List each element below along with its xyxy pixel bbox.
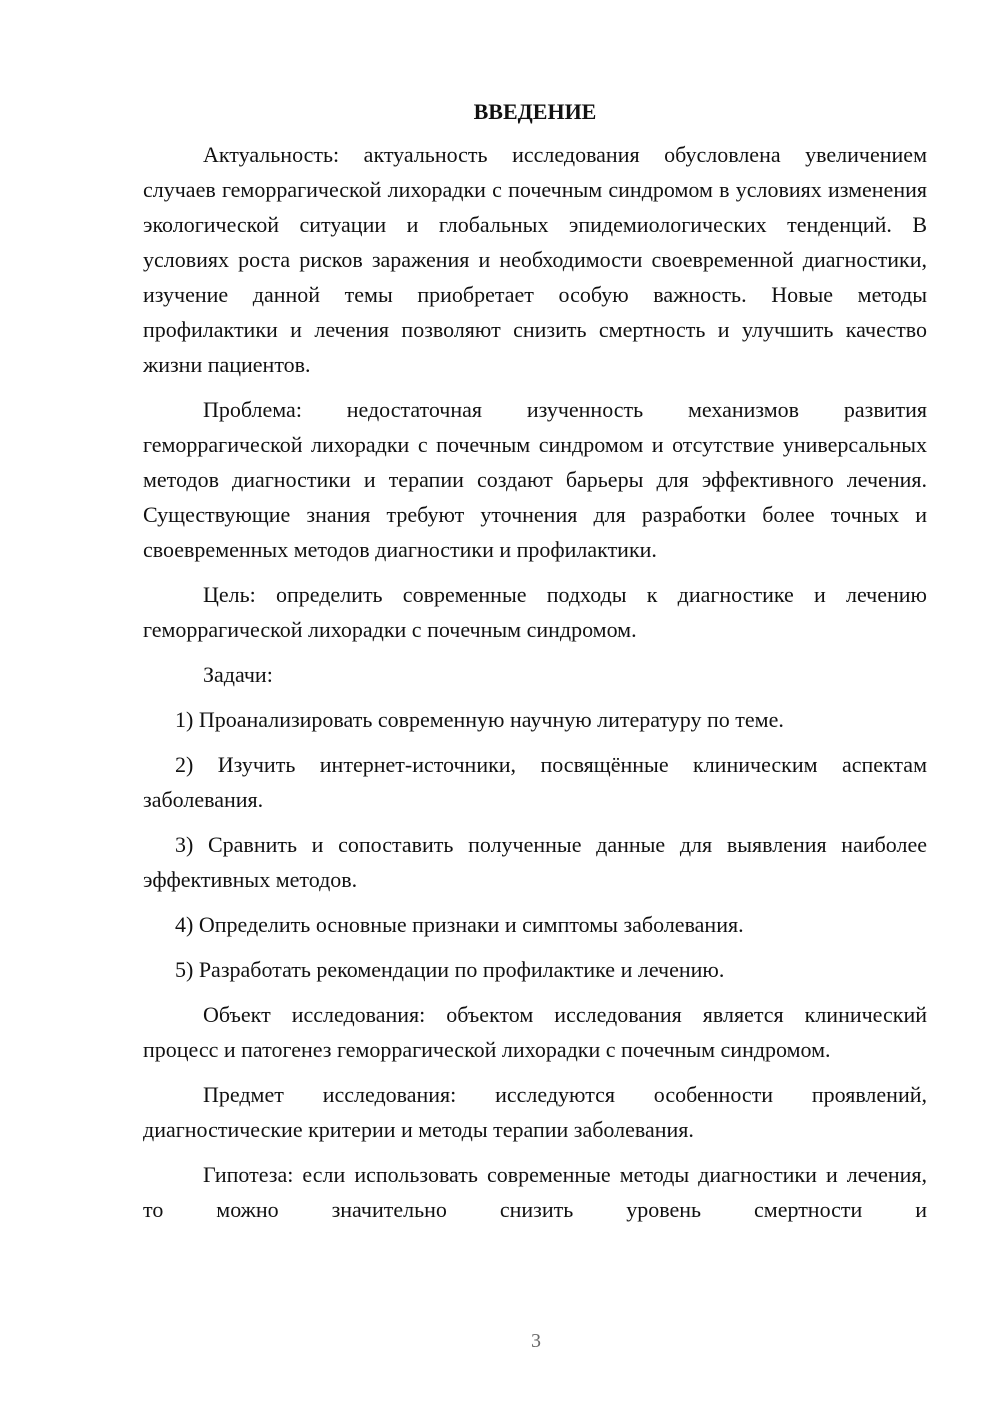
task-item-3: 3) Сравнить и сопоставить полученные данные для выявления наиболее эффективных методов. [143, 832, 927, 892]
paragraph-hypothesis: Гипотеза: если использовать современные методы диагностики и лечения, то можно значительно снизить уровень смертности и [143, 1162, 927, 1222]
task-item-2: 2) Изучить интернет-источники, посвящённые клиническим аспектам заболевания. [143, 752, 927, 812]
paragraph-subject: Предмет исследования: исследуются особенности проявлений, диагностические критерии и методы терапии заболевания. [143, 1082, 927, 1142]
paragraph-goal: Цель: определить современные подходы к диагностике и лечению геморрагической лихорадки с почечным синдромом. [143, 582, 927, 642]
page-number: 3 [531, 1330, 541, 1352]
tasks-heading: Задачи: [203, 662, 273, 687]
page-body [143, 94, 927, 1237]
paragraph-problem: Проблема: недостаточная изученность механизмов развития геморрагической лихорадки с почечным синдромом и отсутствие универсальных методов диагностики и терапии создают барьеры для эффективного лечения. Существующие знания требуют уточнения для разработки более точных и своевременных методов диагностики и профилактики. [143, 397, 927, 562]
section-title: ВВЕДЕНИЕ [473, 99, 597, 124]
paragraph-object: Объект исследования: объектом исследования является клинический процесс и патогенез геморрагической лихорадки с почечным синдромом. [143, 1002, 927, 1062]
task-item-1: 1) Проанализировать современную научную литературу по теме. [175, 707, 784, 732]
task-item-4: 4) Определить основные признаки и симптомы заболевания. [175, 912, 744, 937]
paragraph-relevance: Актуальность: актуальность исследования обусловлена увеличением случаев геморрагической лихорадки с почечным синдромом в условиях изменения экологической ситуации и глобальных эпидемиологических тенденций. В условиях роста рисков заражения и необходимости своевременной диагностики, изучение данной темы приобретает особую важность. Новые методы профилактики и лечения позволяют снизить смертность и улучшить качество жизни пациентов. [143, 142, 927, 377]
task-item-5: 5) Разработать рекомендации по профилактике и лечению. [175, 957, 725, 982]
